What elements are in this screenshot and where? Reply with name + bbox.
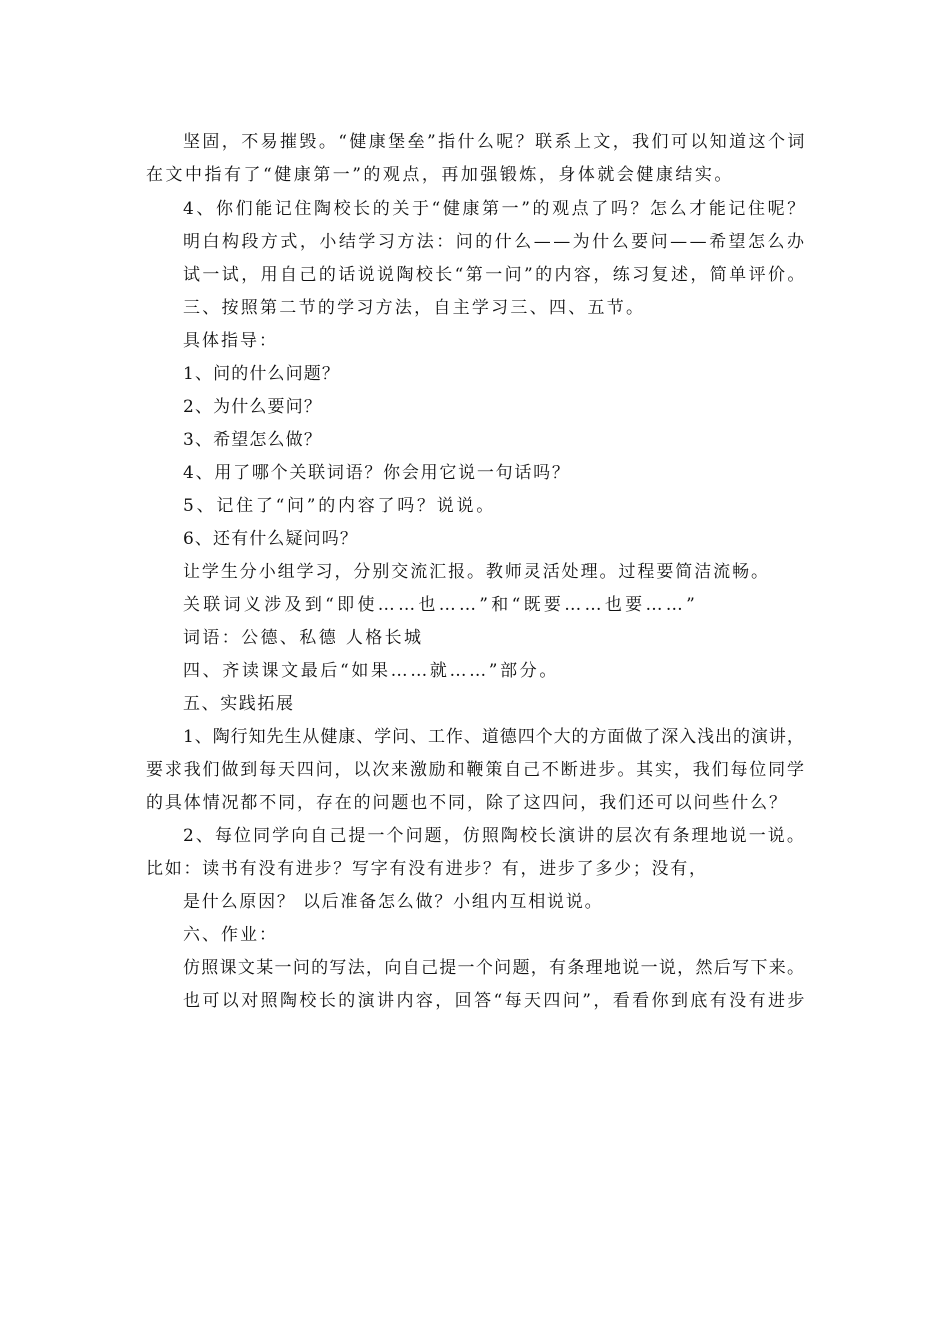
text-line-2: 在文中指有了“健康第一”的观点，再加强锻炼，身体就会健康结实。 [146, 165, 734, 185]
text-line-22: 2、每位同学向自己提一个问题，仿照陶校长演讲的层次有条理地说一说。 [183, 826, 806, 846]
text-line-12: 5、记住了“问”的内容了吗？说说。 [183, 496, 496, 516]
text-line-6: 三、按照第二节的学习方法，自主学习三、四、五节。 [183, 298, 646, 318]
text-line-4: 明白构段方式，小结学习方法：问的什么——为什么要问——希望怎么办 [183, 232, 807, 252]
text-line-16: 词语：公德、私德 人格长城 [183, 628, 424, 648]
text-line-20: 要求我们做到每天四问，以次来激励和鞭策自己不断进步。其实，我们每位同学 [146, 760, 806, 780]
text-line-15: 关联词义涉及到“即使……也……”和“既要……也要……” [183, 595, 699, 615]
text-line-7: 具体指导： [183, 331, 278, 351]
text-line-3: 4、你们能记住陶校长的关于“健康第一”的观点了吗？怎么才能记住呢？ [183, 199, 807, 219]
text-line-21: 的具体情况都不同，存在的问题也不同，除了这四问，我们还可以问些什么？ [146, 793, 788, 813]
text-line-27: 也可以对照陶校长的演讲内容，回答“每天四问”，看看你到底有没有进步 [183, 991, 807, 1011]
text-line-19: 1、陶行知先生从健康、学问、工作、道德四个大的方面做了深入浅出的演讲， [183, 727, 805, 747]
text-line-14: 让学生分小组学习，分别交流汇报。教师灵活处理。过程要简洁流畅。 [183, 562, 770, 582]
text-line-25: 六、作业： [183, 925, 278, 945]
text-line-1: 坚固，不易摧毁。“健康堡垒”指什么呢？联系上文，我们可以知道这个词 [183, 132, 807, 152]
text-line-17: 四、齐读课文最后“如果……就……”部分。 [183, 661, 560, 681]
text-line-26: 仿照课文某一问的写法，向自己提一个问题，有条理地说一说，然后写下来。 [183, 958, 806, 978]
text-line-18: 五、实践拓展 [183, 694, 295, 714]
text-line-11: 4、用了哪个关联词语？你会用它说一句话吗？ [183, 463, 571, 483]
text-line-9: 2、为什么要问？ [183, 397, 322, 417]
text-line-13: 6、还有什么疑问吗？ [183, 529, 358, 549]
text-line-10: 3、希望怎么做？ [183, 430, 322, 450]
text-line-8: 1、问的什么问题？ [183, 364, 340, 384]
text-line-5: 试一试，用自己的话说说陶校长“第一问”的内容，练习复述，简单评价。 [183, 265, 807, 285]
text-line-24: 是什么原因？ 以后准备怎么做？小组内互相说说。 [183, 892, 604, 912]
text-line-23: 比如：读书有没有进步？写字有没有进步？有，进步了多少；没有， [146, 859, 708, 879]
